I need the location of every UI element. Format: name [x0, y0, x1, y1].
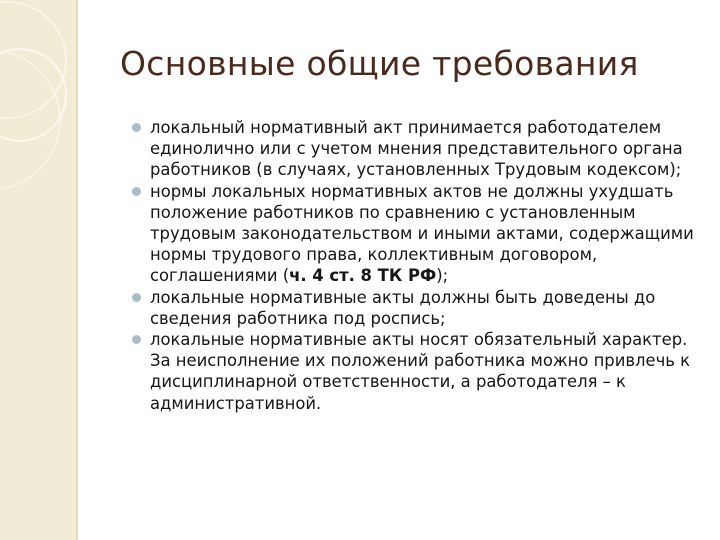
list-item-text: локальные нормативные акты носят обязательный характер. За неисполнение их положений работника можно привлечь к дисциплинарной ответственности, а работодателя – к административной.	[150, 330, 691, 413]
list-item-text: локальные нормативные акты должны быть доведены до сведения работника под роспись;	[150, 287, 656, 328]
slide-title: Основные общие требования	[120, 44, 639, 83]
bullet-dot-icon	[132, 123, 141, 132]
requirements-list	[132, 117, 704, 414]
bullet-dot-icon	[132, 335, 141, 344]
list-item	[132, 287, 704, 329]
decorative-circles	[0, 0, 78, 540]
list-item-text-end: );	[436, 266, 449, 286]
list-item-text: нормы локальных нормативных актов не должны ухудшать положение работников по сравнению с установленным трудовым законодательством и иными актами, содержащими нормы трудового права, коллективным договором, соглашениями (	[150, 181, 694, 286]
list-item	[132, 329, 704, 414]
list-item	[132, 117, 704, 181]
list-item-text: локальный нормативный акт принимается работодателем единолично или с учетом мнения представительного органа работников (в случаях, установленных Трудовым кодексом);	[150, 118, 683, 180]
bullet-dot-icon	[132, 187, 141, 196]
decorative-side-band	[0, 0, 78, 540]
list-item	[132, 181, 704, 287]
bullet-dot-icon	[132, 293, 141, 302]
side-band-divider	[76, 0, 78, 540]
legal-reference: ч. 4 ст. 8 ТК РФ	[289, 266, 437, 286]
